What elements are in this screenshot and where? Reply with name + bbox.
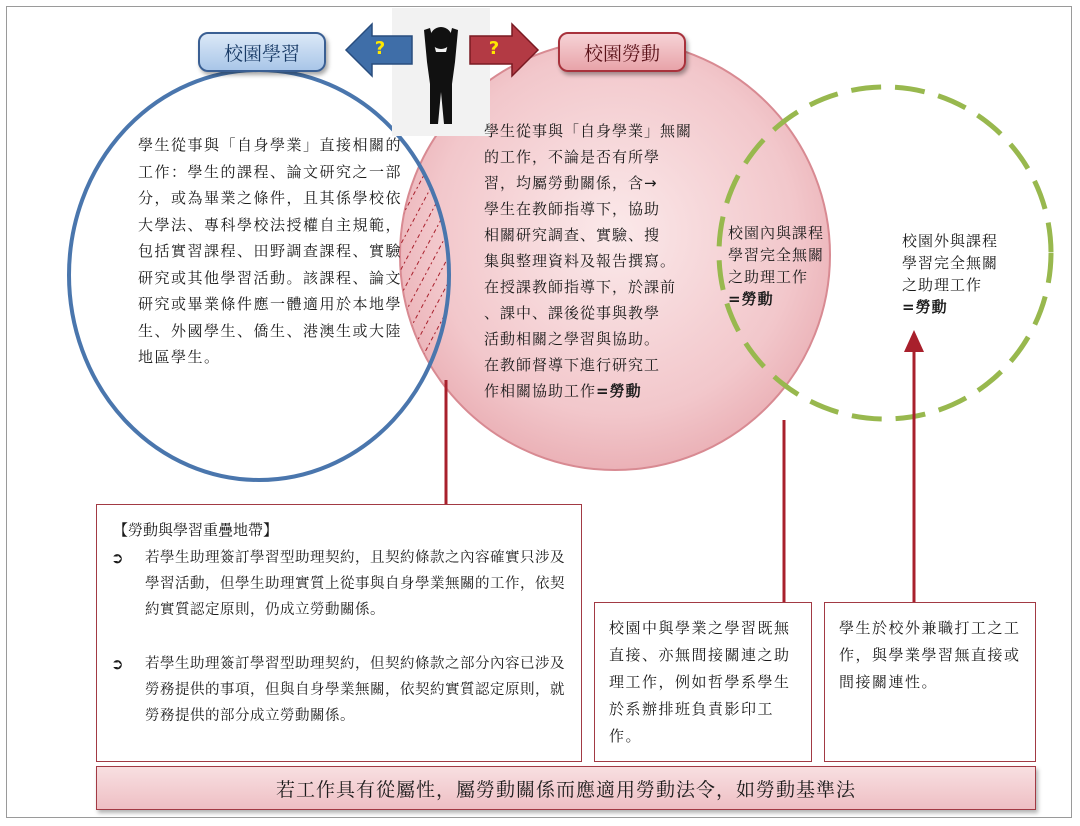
labor-tag-label: 校園勞動 xyxy=(583,42,660,65)
labor-text-line: 習，均屬勞動關係，含→ xyxy=(484,174,658,192)
outer-campus-line-2: 學習完全無關 xyxy=(902,254,999,272)
labor-text-line: 相關研究調查、實驗、搜 xyxy=(484,226,661,244)
campus-unrelated-box xyxy=(594,602,812,762)
labor-text-line: 學生在教師指導下，協助 xyxy=(484,200,661,218)
labor-text-line: 學生從事與「自身學業」無關 xyxy=(484,122,693,140)
inner-campus-result: =勞動 xyxy=(728,290,774,308)
bottom-banner xyxy=(96,766,1036,810)
overlap-item-1: 若學生助理簽訂學習型助理契約，且契約條款之內容確實只涉及學習活動，但學生助理實質上從事與自身學業無關的工作，依契約實質認定原則，仍成立勞動關係。 xyxy=(145,550,565,618)
inner-campus-line-1: 校園內與課程 xyxy=(728,224,825,242)
learning-description: 學生從事與「自身學業」直接相關的工作：學生的課程、論文研究之一部分，或為畢業之條件，且其係學校依大學法、專科學校法授權自主規範，包括實習課程、田野調查課程、實驗研究或其他學習活動。該課程、論文研究或畢業條件應一體適用於本地學生、外國學生、僑生、港澳生或大陸地區學生。 xyxy=(138,136,403,366)
outer-campus-line-1: 校園外與課程 xyxy=(902,232,999,250)
inner-campus-note xyxy=(728,222,878,310)
bottom-banner-text: 若工作具有從屬性，屬勞動關係而應適用勞動法令，如勞動基準法 xyxy=(275,778,856,801)
outer-campus-note xyxy=(902,230,1032,318)
labor-text-line: 的工作，不論是否有所學 xyxy=(484,148,661,166)
labor-text-line: 在授課教師指導下，於課前 xyxy=(484,278,677,296)
campus-unrelated-text: 校園中與學業之學習既無直接、亦無間接關連之助理工作，例如哲學系學生於系辦排班負責影印工作。 xyxy=(609,619,791,745)
outer-campus-result: =勞動 xyxy=(902,298,948,316)
labor-text-line: 集與整理資料及報告撰寫。 xyxy=(484,252,677,270)
inner-campus-line-3: 之助理工作 xyxy=(728,268,809,286)
learning-tag-label: 校園學習 xyxy=(223,42,300,65)
labor-text-line: 作相關協助工作=勞動 xyxy=(484,382,642,400)
labor-text-line: 在教師督導下進行研究工 xyxy=(484,356,661,374)
outer-campus-line-3: 之助理工作 xyxy=(902,276,983,294)
learning-tag xyxy=(198,32,326,72)
overlap-item-2: 若學生助理簽訂學習型助理契約，但契約條款之部分內容已涉及勞務提供的事項，但與自身學業無關，依契約實質認定原則，就勞務提供的部分成立勞動關係。 xyxy=(145,656,565,724)
labor-text-line: 、課中、課後從事與教學 xyxy=(484,304,661,322)
overlap-zone-title: 【勞動與學習重疊地帶】 xyxy=(113,521,279,539)
inner-campus-line-2: 學習完全無關 xyxy=(728,246,825,264)
bullet-icon: ➲ xyxy=(111,549,124,567)
bullet-icon: ➲ xyxy=(111,655,124,673)
offcampus-text: 學生於校外兼職打工之工作，與學業學習無直接或間接關連性。 xyxy=(839,619,1021,691)
labor-tag xyxy=(558,32,686,72)
right-question-mark: ? xyxy=(488,38,500,59)
labor-description xyxy=(484,118,724,404)
left-question-mark: ? xyxy=(374,38,386,59)
up-arrowhead xyxy=(904,330,924,352)
overlap-zone-box xyxy=(96,504,582,762)
offcampus-box xyxy=(824,602,1036,762)
labor-result: =勞動 xyxy=(596,382,642,400)
labor-text-line: 活動相關之學習與協助。 xyxy=(484,330,661,348)
